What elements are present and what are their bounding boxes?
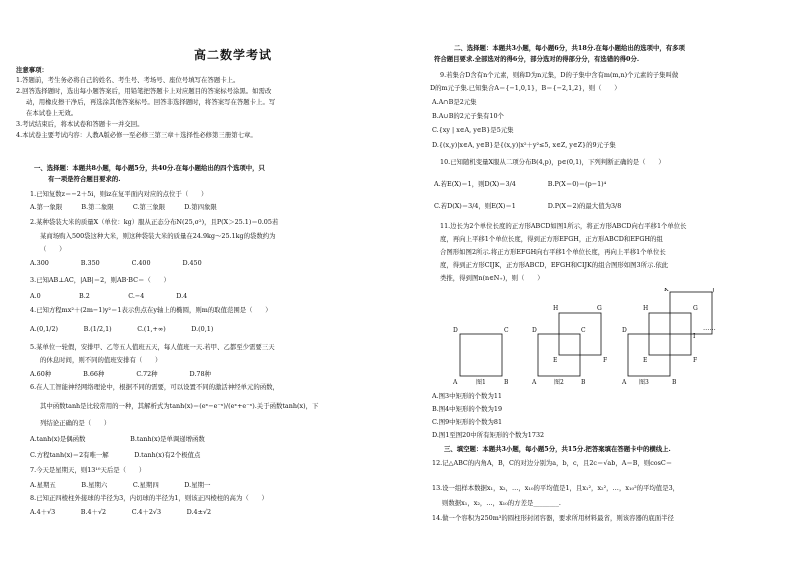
question-line: 的休息时间，则不同的值班安排有（ ） xyxy=(40,356,162,364)
question-line: 11.边长为2个单位长度的正方形ABCD如图1所示，将正方形ABCD向右平移1个单位长 xyxy=(440,222,687,230)
svg-text:A: A xyxy=(622,379,627,386)
question-line: 10.已知随机变量X服从二项分布B(4,p)，p∈(0,1)，下列判断正确的是（ ） xyxy=(440,158,665,166)
question-line: 合图形如图2所示.将正方形EFGH向右平移1个单位长度，再向上平移1个单位长 xyxy=(440,248,666,256)
svg-text:G: G xyxy=(597,305,602,312)
option-line: A.300 B.350 C.400 D.450 xyxy=(30,259,202,267)
question-line: 5.某单位一轮假，安排甲、乙等五人值班五天，每人值班一天.若甲、乙都至少需要三天 xyxy=(30,343,275,351)
svg-text:E: E xyxy=(643,357,648,364)
svg-text:I: I xyxy=(693,333,696,340)
option-line: C.图9中矩形的个数为81 xyxy=(432,418,503,426)
option-line: A.4＋√3 B.4＋√2 C.4＋2√3 D.4±√2 xyxy=(30,508,212,516)
svg-text:J: J xyxy=(712,288,715,293)
svg-text:A: A xyxy=(453,379,458,386)
note-line: 在本试卷上无效。 xyxy=(26,109,78,117)
question-line: （ ） xyxy=(40,245,66,253)
section-heading: 二、选择题：本题共3小题，每小题6分，共18分.在每小题给出的选项中，有多项 xyxy=(454,44,685,52)
question-line: 8.已知正四棱柱外接球的半径为3，内切球的半径为1，则该正四棱柱的高为（ ） xyxy=(30,494,268,502)
option-line: A.60种 B.66种 C.72种 D.78种 xyxy=(30,370,211,378)
question-line: 9.若集合D含有n个元素，则称D为n元集，D的子集中含有m(m,n)个元素的子集叫做 xyxy=(440,71,679,79)
square-abcd xyxy=(460,334,502,376)
option-line: A.若E(X)＝1，则D(X)＝3/4 B.P(X＝0)＝(p−1)⁴ xyxy=(434,180,607,188)
option-line: D.图1至图20中所有矩形的个数为1732 xyxy=(432,431,545,439)
question-line: 类推，得到图n(n∈N₊)，则（ ） xyxy=(440,274,544,282)
question-line: 2.某种袋装大米的质量X（单位：kg）服从正态分布N(25,σ²)，且P(X＞25.1)＝0.05若 xyxy=(30,218,279,226)
option-line: B.A∪B的2元子集有10个 xyxy=(432,112,504,120)
svg-text:C: C xyxy=(581,327,586,334)
svg-text:K: K xyxy=(664,288,669,293)
question-line: 度，再向上平移1个单位长度，得到正方形EFGH，正方形ABCD和EFGH的组 xyxy=(440,235,663,243)
question-line: 1.已知复数z＝−2＋5i，则iz在复平面内对应的点位于（ ） xyxy=(30,190,208,198)
question-line: 列结论正确的是（ ） xyxy=(40,419,111,427)
svg-text:A: A xyxy=(532,379,537,386)
question-line: 14.做一个容积为250m³的圆柱形封闭容器，要求所用材料最省，则该容器的底面半径 xyxy=(432,514,674,522)
option-line: A.A∩B是2元集 xyxy=(432,98,477,106)
svg-text:B: B xyxy=(504,379,509,386)
note-line: 1.答题前，考生务必将自己的姓名、考生号、考场号、座位号填写在答题卡上。 xyxy=(16,76,240,84)
option-line: A.第一象限 B.第二象限 C.第三象限 D.第四象限 xyxy=(30,203,217,211)
svg-text:F: F xyxy=(693,357,698,364)
note-line: 动，用橡皮擦干净后，再选涂其他答案标号。回答非选择题时，将答案写在答题卡上。写 xyxy=(26,98,276,106)
option-line: C.{xy | x∈A, y∈B}是5元集 xyxy=(432,126,514,134)
svg-text:B: B xyxy=(581,379,586,386)
section-heading: 符合题目要求.全部选对的得6分，部分选对的得部分分，有选错的得0分. xyxy=(434,55,640,63)
section-heading: 一、选择题：本题共8小题，每小题5分，共40分.在每小题给出的四个选项中，只 xyxy=(34,164,265,172)
figure-label: 图2 xyxy=(554,379,564,386)
svg-text:F: F xyxy=(603,357,608,364)
left-column xyxy=(12,0,390,562)
svg-text:G: G xyxy=(693,305,698,312)
question-line: 12.记△ABC的内角A，B，C的对边分别为a，b，c，且2c＝√ab，A＝B，则cosC＝ xyxy=(432,459,673,467)
note-line: 4.本试卷主要考试内容：人教A版必修一至必修三第三章＋选择性必修第三册第七章。 xyxy=(16,131,257,139)
question-line: 7.今天是星期天，则13¹⁰天后是（ ） xyxy=(30,466,146,474)
section-heading: 有一项是符合题目要求的. xyxy=(48,175,121,183)
option-line: A.(0,1/2) B.(1/2,1) C.(1,+∞) D.(0,1) xyxy=(30,325,214,333)
option-line: A.星期五 B.星期六 C.星期四 D.星期一 xyxy=(30,481,211,489)
note-line: 3.考试结束后，将本试卷和答题卡一并交回。 xyxy=(16,120,144,128)
option-line: C.方程tanh(x)＝2有唯一解 D.tanh(x)有2个极值点 xyxy=(30,451,201,459)
page-title: 高二数学考试 xyxy=(194,48,273,62)
svg-text:C: C xyxy=(504,327,509,334)
question-line: 某商场购入500袋这种大米，则这种袋装大米的质量在24.9kg～25.1kg的袋数约为 xyxy=(40,232,276,240)
option-line: A.tanh(x)是偶函数 B.tanh(x)是单调递增函数 xyxy=(30,435,205,443)
figure-label: 图1 xyxy=(476,379,486,386)
svg-text:D: D xyxy=(622,327,627,334)
right-column xyxy=(420,0,794,562)
question-line: 其中函数tanh是比较常用的一种，其解析式为tanh(x)＝(eˣ−e⁻ˣ)/(eˣ+e⁻ˣ).关于函数tanh(x)，下 xyxy=(40,402,319,410)
figure-label: 图3 xyxy=(639,379,649,386)
svg-text:D: D xyxy=(532,327,537,334)
option-line: A.图3中矩形的个数为11 xyxy=(432,392,502,400)
option-line: D.{(x,y)|x∈A, y∈B}是{(x,y)|x²＋y²≤5, x∈Z, y∈Z}的9元子集 xyxy=(432,141,616,149)
svg-text:D: D xyxy=(453,327,458,334)
option-line: A.0 B.2 C.−4 D.4 xyxy=(30,292,188,300)
svg-text:H: H xyxy=(553,305,559,312)
notes-heading: 注意事项： xyxy=(16,66,48,74)
square-figures xyxy=(450,288,740,388)
question-line: 3.已知AB⊥AC，|AB|＝2，则AB·BC＝（ ） xyxy=(30,276,170,284)
question-line: 4.已知方程mx²＋(2m−1)y²＝1表示焦点在y轴上的椭圆，则m的取值范围是（ ） xyxy=(30,306,272,314)
option-line: C.若D(X)＝3/4，则E(X)＝1 D.P(X＝2)的最大值为3/8 xyxy=(434,202,622,210)
option-line: B.图4中矩形的个数为19 xyxy=(432,405,503,413)
question-line: 13.设一组样本数据x₁，x₂，…，x₁₀的平均值是1，且x₁²，x₂²，…，x₁₀²的平均值是3， xyxy=(432,484,680,492)
svg-text:B: B xyxy=(672,379,677,386)
note-line: 2.回答选择题时，选出每小题答案后，用铅笔把答题卡上对应题目的答案标号涂黑。如需改 xyxy=(16,87,272,95)
svg-text:H: H xyxy=(643,305,649,312)
question-line: 度，得到正方形CIJK，正方形ABCD，EFGH和CIJK的组合图形如图3所示.依此 xyxy=(440,261,669,269)
question-line: 则数据x₁，x₂，…，x₁₀的方差是________. xyxy=(442,499,561,507)
ellipsis: …… xyxy=(703,324,716,332)
section-heading: 三、填空题：本题共3小题，每小题5分，共15分.把答案填在答题卡中的横线上. xyxy=(444,445,671,453)
svg-text:E: E xyxy=(553,357,558,364)
question-line: D的m元子集.已知集合A＝{−1,0,1}，B＝{−2,1,2}，则（ ） xyxy=(430,84,621,92)
question-line: 6.在人工智能神经网络理论中，根据不同的需要，可以设置不同的激活神经单元的函数， xyxy=(30,383,279,391)
